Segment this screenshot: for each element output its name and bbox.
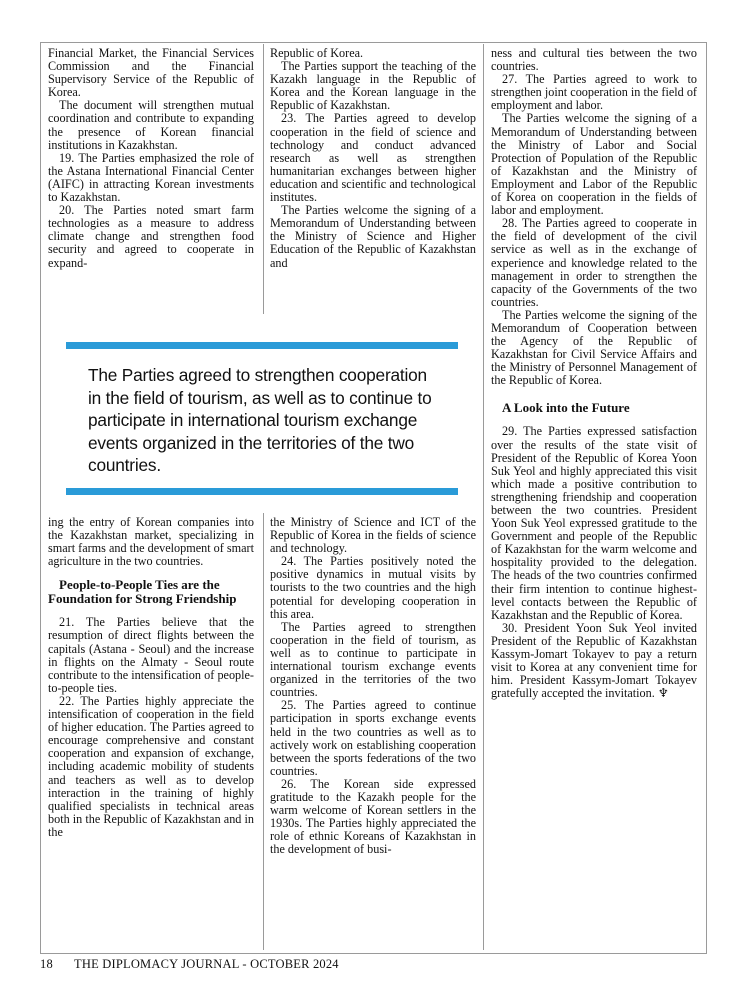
paragraph: 21. The Parties believe that the resumption of direct flights between the capitals (Astana - Seoul) and the increase in flights on the Almaty - Seoul route contribute to the intensification of people-to-people ties.	[48, 615, 254, 695]
pull-quote-box	[66, 342, 458, 497]
paragraph: The Parties welcome the signing of a Memorandum of Understanding between the Ministry of Labor and Social Protection of Population of the Republic of Kazakhstan and the Ministry of Employment and Labor of the Republic of Korea on cooperation in the fields of labor and employment.	[491, 111, 697, 218]
end-mark-icon: ♆	[657, 686, 669, 701]
paragraph: 28. The Parties agreed to cooperate in the field of development of the civil service as well as in the exchange of experience and knowledge related to the management in order to strengthen the capacity of the Governments of the two countries.	[491, 216, 697, 309]
pull-quote: The Parties agreed to strengthen cooperation in the field of tourism, as well as to continue to participate in international tourism exchange events organized in the territories of the two countries.	[88, 365, 432, 475]
column-rule-2-bottom	[483, 44, 484, 950]
paragraph: the Ministry of Science and ICT of the Republic of Korea in the fields of science and technology.	[270, 515, 476, 556]
pull-quote-bottom-bar	[66, 488, 458, 495]
paragraph-text: 30. President Yoon Suk Yeol invited President of the Republic of Kazakhstan Kassym-Jomart Tokayev to pay a return visit to Korea at any convenient time for him. President Kassym-Jomart Tokayev gratefully accepted the invitation.	[491, 620, 697, 701]
section-heading: People-to-People Ties are the Foundation for Strong Friendship	[48, 577, 237, 607]
paragraph: The Parties support the teaching of the Kazakh language in the Republic of Korea and the Korean language in the Republic of Kazakhstan.	[270, 59, 476, 113]
column-3	[491, 47, 697, 700]
column-2-bottom	[270, 516, 476, 856]
paragraph: The Parties welcome the signing of the Memorandum of Cooperation between the Agency of the Republic of Kazakhstan for Civil Service Affairs and the Ministry of Personnel Management of the Republic of Korea.	[491, 307, 697, 388]
column-1-top	[48, 47, 254, 270]
paragraph: 25. The Parties agreed to continue participation in sports exchange events held in the two countries as well as to actively work on establishing cooperation between the sports federations of the two countries.	[270, 698, 476, 778]
journal-name: THE DIPLOMACY JOURNAL - OCTOBER 2024	[74, 957, 339, 971]
paragraph: Financial Market, the Financial Services Commission and the Financial Supervisory Service of the Republic of Korea.	[48, 46, 254, 100]
paragraph: The Parties welcome the signing of a Memorandum of Understanding between the Ministry of Science and Higher Education of the Republic of Kazakhstan and	[270, 203, 476, 270]
paragraph: ing the entry of Korean companies into the Kazakhstan market, specializing in smart farms and the development of smart agriculture in the two countries.	[48, 515, 254, 569]
paragraph: 20. The Parties noted smart farm technologies as a measure to address climate change and strengthen food security and agreed to cooperate in expand-	[48, 203, 254, 270]
paragraph: 26. The Korean side expressed gratitude to the Kazakh people for the warm welcome of Korean settlers in the 1930s. The Parties highly appreciated the role of ethnic Koreans of Kazakhstan in the development of busi-	[270, 776, 476, 857]
paragraph: 19. The Parties emphasized the role of the Astana International Financial Center (AIFC) in attracting Korean investments to Kazakhstan.	[48, 150, 254, 205]
section-heading: A Look into the Future	[502, 400, 630, 416]
paragraph: 22. The Parties highly appreciate the intensification of cooperation in the field of higher education. The Parties agreed to encourage comprehensive and constant cooperation and expansion of exchange, including academic mobility of students and teachers as well as to develop interaction in the training of highly qualified specialists in technical areas both in the Republic of Kazakhstan and in the	[48, 693, 254, 839]
paragraph: The Parties agreed to strengthen cooperation in the field of tourism, as well as to continue to participate in international tourism exchange events organized in the territories of the two countries.	[270, 619, 476, 700]
page-footer	[40, 957, 339, 972]
paragraph: 29. The Parties expressed satisfaction over the results of the state visit of President of the Republic of Korea Yoon Suk Yeol and highly appreciated this visit which made a positive contribution to strengthening friendship and cooperation between the two countries. President Yoon Suk Yeol expressed gratitude to the Government and people of the Republic of Kazakhstan for the warm welcome and hospitality provided to the delegation. The heads of the two countries confirmed their firm intention to continue highest-level contacts between the Republic of Kazakhstan and the Republic of Korea.	[491, 424, 697, 622]
paragraph: 24. The Parties positively noted the positive dynamics in mutual visits by tourists to the two countries and the high potential for developing cooperation in this area.	[270, 554, 476, 621]
column-1-bottom	[48, 516, 254, 839]
paragraph: Republic of Korea.	[270, 46, 364, 60]
paragraph	[491, 622, 697, 701]
page-number: 18	[40, 957, 53, 971]
paragraph: 27. The Parties agreed to work to strengthen joint cooperation in the field of employment and labor.	[491, 72, 697, 113]
column-2-top	[270, 47, 476, 270]
paragraph: 23. The Parties agreed to develop cooperation in the field of science and technology and conduct advanced research as well as strengthen humanitarian exchanges between higher education and scientific and technological institutes.	[270, 111, 476, 205]
column-rule-1-top	[263, 44, 264, 314]
paragraph: ness and cultural ties between the two countries.	[491, 46, 697, 74]
column-rule-1-bottom	[263, 513, 264, 950]
pull-quote-top-bar	[66, 342, 458, 349]
paragraph: The document will strengthen mutual coordination and contribute to expanding the presence of Korean financial institutions in Kazakhstan.	[48, 98, 254, 152]
